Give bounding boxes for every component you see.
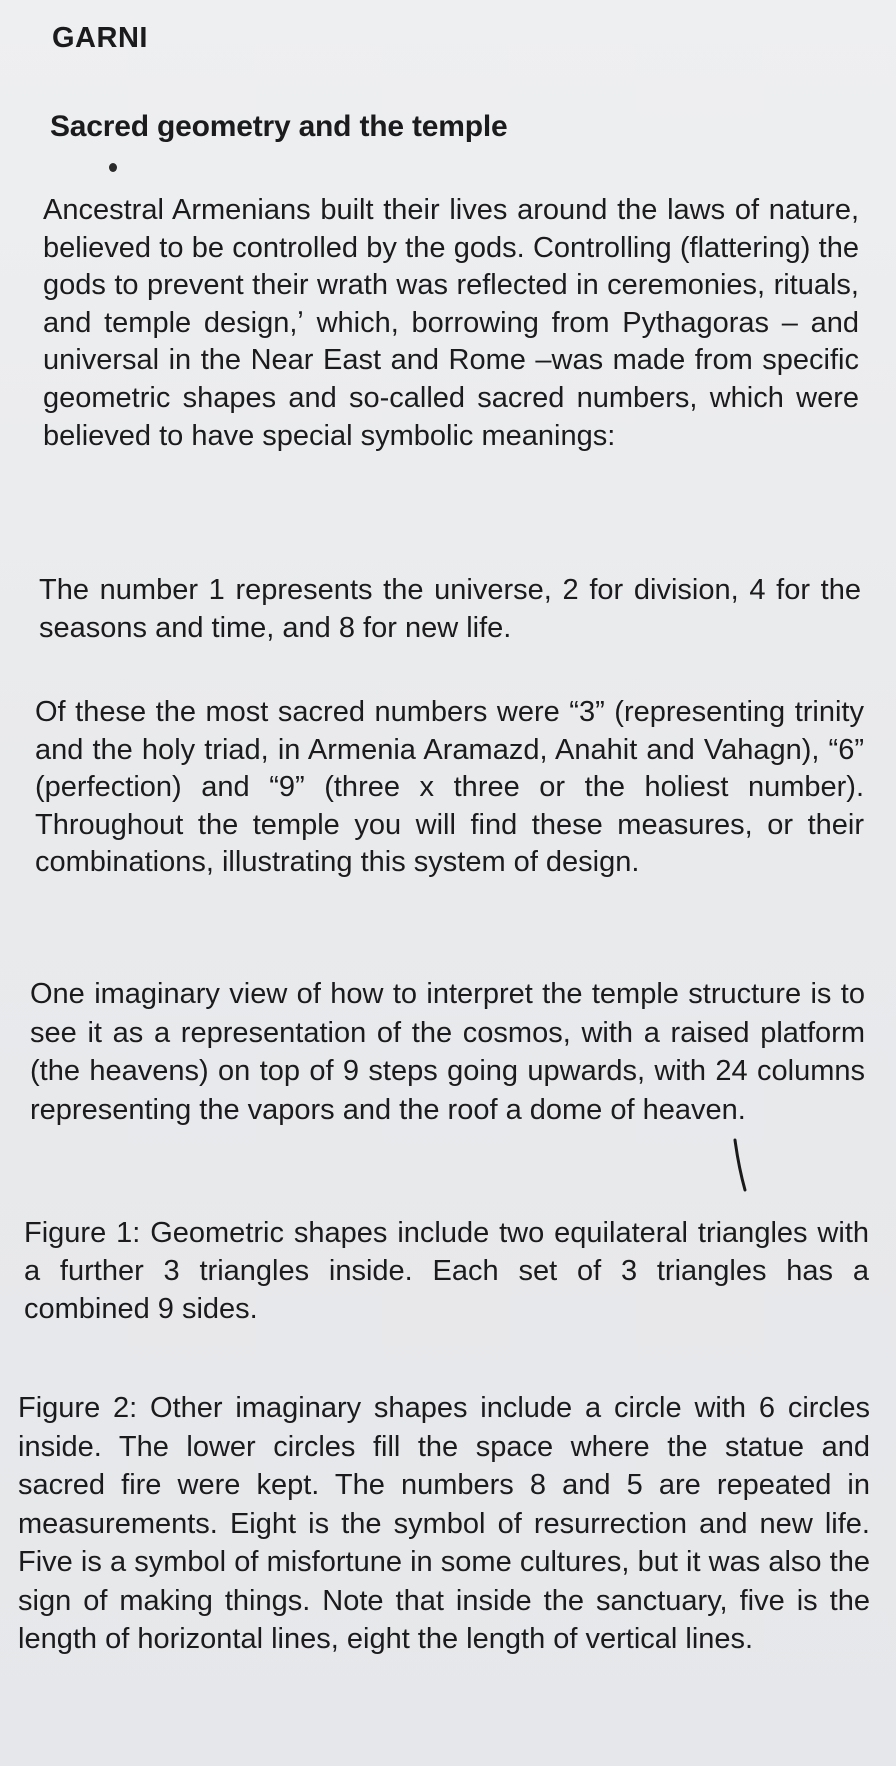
paragraph-sacred-numbers: Of these the most sacred numbers were “3” (representing trinity and the holy triad, in Armenia Aramazd, Anahit and Vahagn), “6” (perfection) and “9” (three x three or the holiest number). Throughout the temple you will find these measures, or their combinations, illustrating this system of design. (35, 696, 864, 879)
paragraph-intro: Ancestral Armenians built their lives around the laws of nature, believed to be controlled by the gods. Controlling (flattering) the gods to prevent their wrath was reflected in ceremonies, rituals, and temple design,ʼ which, borrowing from Pythagoras – and universal in the Near East and Rome –was made from specific geometric shapes and so-called sacred numbers, which were believed to have special symbolic meanings: (43, 194, 859, 452)
page-title: GARNI (52, 22, 148, 54)
paragraph-figure-1: Figure 1: Geometric shapes include two equilateral triangles with a further 3 triangles inside. Each set of 3 triangles has a combined 9 sides. (24, 1217, 869, 1325)
paragraph-figure-2: Figure 2: Other imaginary shapes include a circle with 6 circles inside. The lower circles fill the space where the statue and sacred fire were kept. The numbers 8 and 5 are repeated in measurements. Eight is the symbol of resurrection and new life. Five is a symbol of misfortune in some cultures, but it was also the sign of making things. Note that inside the sanctuary, five is the length of horizontal lines, eight the length of vertical lines. (18, 1392, 870, 1655)
paragraph-numbers: The number 1 represents the universe, 2 for division, 4 for the seasons and time, and 8 for new life. (39, 574, 861, 644)
paragraph-cosmos-view: One imaginary view of how to interpret the temple structure is to see it as a representation of the cosmos, with a raised platform (the heavens) on top of 9 steps going upwards, with 24 columns representing the vapors and the roof a dome of heaven. (30, 978, 865, 1126)
section-heading: Sacred geometry and the temple (50, 110, 508, 143)
